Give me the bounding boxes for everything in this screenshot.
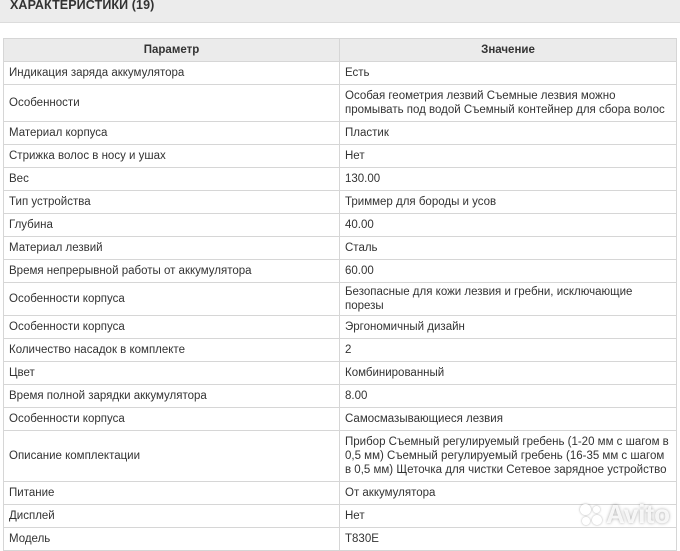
value-cell: Комбинированный — [340, 362, 677, 385]
param-cell: Особенности корпуса — [4, 283, 340, 316]
section-header — [0, 0, 680, 23]
table-row — [4, 505, 677, 528]
value-cell: Сталь — [340, 237, 677, 260]
value-cell: 60.00 — [340, 260, 677, 283]
table-row — [4, 385, 677, 408]
avito-dots-icon — [580, 504, 602, 526]
table-row — [4, 316, 677, 339]
table-row — [4, 283, 677, 316]
table-row — [4, 260, 677, 283]
value-cell: 8.00 — [340, 385, 677, 408]
table-row — [4, 431, 677, 482]
value-cell: От аккумулятора — [340, 482, 677, 505]
value-cell: Триммер для бороды и усов — [340, 191, 677, 214]
value-cell: Прибор Съемный регулируемый гребень (1-20 мм с шагом в 0,5 мм) Съемный регулируемый гребень (16-35 мм с шагом в 0,5 мм) Щеточка для чистки Сетевое зарядное устройство — [340, 431, 677, 482]
table-row — [4, 191, 677, 214]
param-cell: Время полной зарядки аккумулятора — [4, 385, 340, 408]
param-cell: Особенности корпуса — [4, 316, 340, 339]
table-header-row — [4, 39, 677, 62]
table-row — [4, 62, 677, 85]
value-cell: Нет — [340, 145, 677, 168]
param-cell: Особенности корпуса — [4, 408, 340, 431]
param-cell: Время непрерывной работы от аккумулятора — [4, 260, 340, 283]
table-row — [4, 528, 677, 551]
table-row — [4, 168, 677, 191]
column-header-value: Значение — [340, 39, 677, 62]
table-row — [4, 482, 677, 505]
param-cell: Описание комплектации — [4, 431, 340, 482]
param-cell: Тип устройства — [4, 191, 340, 214]
param-cell: Цвет — [4, 362, 340, 385]
value-cell: Эргономичный дизайн — [340, 316, 677, 339]
param-cell: Количество насадок в комплекте — [4, 339, 340, 362]
section-title: ХАРАКТЕРИСТИКИ (19) — [10, 0, 155, 12]
param-cell: Вес — [4, 168, 340, 191]
param-cell: Глубина — [4, 214, 340, 237]
param-cell: Стрижка волос в носу и ушах — [4, 145, 340, 168]
value-cell: Самосмазывающиеся лезвия — [340, 408, 677, 431]
value-cell: T830E — [340, 528, 677, 551]
table-row — [4, 214, 677, 237]
param-cell: Питание — [4, 482, 340, 505]
table-row — [4, 408, 677, 431]
value-cell: 40.00 — [340, 214, 677, 237]
value-cell: 130.00 — [340, 168, 677, 191]
param-cell: Индикация заряда аккумулятора — [4, 62, 340, 85]
param-cell: Дисплей — [4, 505, 340, 528]
value-cell: Пластик — [340, 122, 677, 145]
value-cell: Есть — [340, 62, 677, 85]
table-row — [4, 339, 677, 362]
value-cell: Особая геометрия лезвий Съемные лезвия можно промывать под водой Съемный контейнер для сбора волос — [340, 85, 677, 122]
table-row — [4, 145, 677, 168]
param-cell: Материал корпуса — [4, 122, 340, 145]
param-cell: Материал лезвий — [4, 237, 340, 260]
param-cell: Особенности — [4, 85, 340, 122]
table-row — [4, 85, 677, 122]
value-cell: Нет — [340, 505, 677, 528]
value-cell: 2 — [340, 339, 677, 362]
param-cell: Модель — [4, 528, 340, 551]
table-row — [4, 122, 677, 145]
table-row — [4, 362, 677, 385]
table-row — [4, 237, 677, 260]
avito-watermark — [580, 499, 670, 530]
value-cell: Безопасные для кожи лезвия и гребни, исключающие порезы — [340, 283, 677, 316]
avito-watermark-text: Avito — [605, 499, 670, 529]
specs-table — [3, 38, 677, 551]
column-header-parameter: Параметр — [4, 39, 340, 62]
